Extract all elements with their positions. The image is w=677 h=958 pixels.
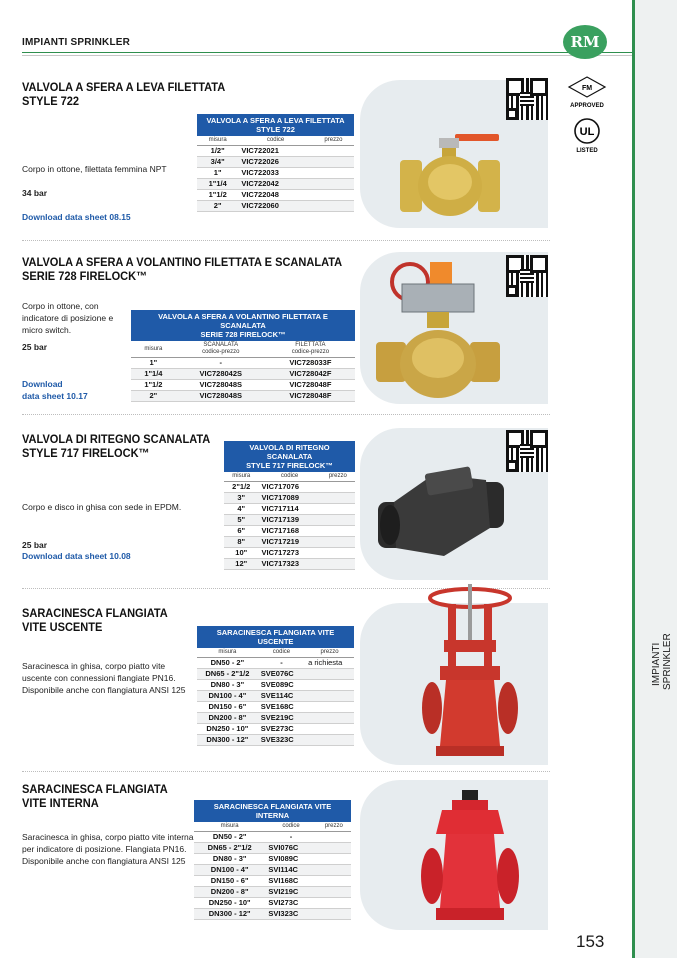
section-title: SARACINESCA FLANGIATA VITE INTERNA bbox=[22, 782, 168, 810]
check-valve-image bbox=[374, 462, 508, 570]
col-header: misura bbox=[224, 472, 259, 482]
table-row: 12" VIC717323 bbox=[224, 559, 355, 570]
product-table-gate-valve-internal bbox=[194, 800, 351, 920]
section-divider bbox=[22, 414, 550, 415]
table-row: DN200 - 8" SVI219C bbox=[194, 887, 351, 898]
position-flag bbox=[430, 262, 452, 284]
table-row: 1"1/4 VIC728042S VIC728042F bbox=[131, 369, 355, 380]
col-header: codice bbox=[259, 472, 321, 482]
section-title: VALVOLA A SFERA A VOLANTINO FILETTATA E SCANALATA SERIE 728 FIRELOCK™ bbox=[22, 255, 343, 283]
table-row: DN250 - 10" SVI273C bbox=[194, 898, 351, 909]
download-datasheet-link[interactable]: Download data sheet 10.08 bbox=[22, 551, 131, 561]
ball-valve-handwheel-image bbox=[372, 260, 504, 400]
table-row: DN300 - 12" SVE323C bbox=[197, 735, 354, 746]
section-title: VALVOLA A SFERA A LEVA FILETTATA STYLE 722 bbox=[22, 80, 226, 108]
qr-code-icon[interactable] bbox=[506, 430, 548, 472]
pressure-rating: 34 bar bbox=[22, 188, 48, 198]
table-row: DN50 - 2" - a richiesta bbox=[197, 658, 354, 669]
brand-logo: RM bbox=[563, 25, 607, 59]
page-header bbox=[0, 0, 677, 70]
section-title: VALVOLA DI RITEGNO SCANALATA STYLE 717 FIRELOCK™ bbox=[22, 432, 211, 460]
col-header: prezzo bbox=[321, 472, 355, 482]
table-row: DN300 - 12" SVI323C bbox=[194, 909, 351, 920]
col-header: misura bbox=[194, 822, 265, 832]
side-tab-line-1: IMPIANTI bbox=[651, 642, 662, 686]
ul-caption: LISTED bbox=[576, 148, 598, 154]
table-row: DN200 - 8" SVE219C bbox=[197, 713, 354, 724]
qr-code-icon[interactable] bbox=[506, 255, 548, 297]
pressure-rating: 25 bar bbox=[22, 342, 48, 352]
header-rule bbox=[22, 52, 633, 53]
section-divider bbox=[22, 771, 550, 772]
col-header: misura bbox=[197, 648, 258, 658]
col-header: prezzo bbox=[317, 822, 351, 832]
page-number: 153 bbox=[576, 932, 605, 951]
table-row: DN65 - 2"1/2 SVE076C bbox=[197, 669, 354, 680]
qr-code-icon[interactable] bbox=[506, 78, 548, 120]
fm-label: FM bbox=[581, 85, 593, 92]
section-title: SARACINESCA FLANGIATA VITE USCENTE bbox=[22, 606, 168, 634]
header-rule-secondary bbox=[22, 55, 633, 56]
product-description: Saracinesca in ghisa, corpo piatto vite uscente con connessioni flangiate PN16. Disponibile anche con flangiatura ANSI 125 bbox=[22, 661, 186, 695]
download-datasheet-link[interactable]: Download data sheet 10.17 bbox=[22, 379, 88, 401]
col-header: codice bbox=[265, 822, 316, 832]
col-header-grooved: SCANALATA codice-prezzo bbox=[176, 341, 266, 358]
product-description: Saracinesca in ghisa, corpo piatto vite interna per indicatore di posizione. Flangiata PN16. Disponibile anche con flangiatura ANSI 125 bbox=[22, 832, 194, 866]
table-row: DN150 - 6" SVI168C bbox=[194, 876, 351, 887]
table-title: VALVOLA DI RITEGNO SCANALATA STYLE 717 FIRELOCK™ bbox=[224, 441, 355, 472]
table-row: 1" - VIC728033F bbox=[131, 358, 355, 369]
table-row: 3" VIC717089 bbox=[224, 493, 355, 504]
table-row: 1" VIC722033 bbox=[197, 168, 354, 179]
table-row: 2" VIC728048S VIC728048F bbox=[131, 391, 355, 402]
table-row: 2" VIC722060 bbox=[197, 201, 354, 212]
table-row: 5" VIC717139 bbox=[224, 515, 355, 526]
table-row: DN150 - 6" SVE168C bbox=[197, 702, 354, 713]
col-header: codice bbox=[238, 136, 313, 146]
col-header: prezzo bbox=[313, 136, 354, 146]
table-row: 10" VIC717273 bbox=[224, 548, 355, 559]
gate-valve-internal-screw-image bbox=[418, 788, 522, 930]
pressure-rating: 25 bar bbox=[22, 540, 48, 550]
side-rail-background bbox=[635, 0, 677, 958]
table-row: 1"1/4 VIC722042 bbox=[197, 179, 354, 190]
table-row: 1/2" VIC722021 bbox=[197, 146, 354, 157]
section-divider bbox=[22, 240, 550, 241]
ul-label: UL bbox=[579, 126, 595, 138]
table-row: DN50 - 2" - bbox=[194, 832, 351, 843]
table-row: 6" VIC717168 bbox=[224, 526, 355, 537]
product-description: Corpo in ottone, filettata femmina NPT bbox=[22, 164, 167, 174]
side-rail bbox=[632, 0, 635, 958]
ul-listed-mark bbox=[567, 116, 607, 154]
ball-valve-lever-image bbox=[395, 120, 505, 222]
product-table-style-722 bbox=[197, 114, 354, 212]
table-row: 4" VIC717114 bbox=[224, 504, 355, 515]
table-row: 1"1/2 VIC722048 bbox=[197, 190, 354, 201]
table-row: DN100 - 4" SVI114C bbox=[194, 865, 351, 876]
table-row: 2"1/2 VIC717076 bbox=[224, 482, 355, 493]
table-title: VALVOLA A SFERA A VOLANTINO FILETTATA E SCANALATA SERIE 728 FIRELOCK™ bbox=[131, 310, 355, 341]
product-table-series-728 bbox=[131, 310, 355, 402]
col-header: codice bbox=[258, 648, 305, 658]
table-row: DN80 - 3" SVE089C bbox=[197, 680, 354, 691]
fm-caption: APPROVED bbox=[570, 103, 604, 109]
product-description: Corpo in ottone, con indicatore di posizione e micro switch. bbox=[22, 301, 114, 335]
table-title: SARACINESCA FLANGIATA VITE USCENTE bbox=[197, 626, 354, 648]
col-header-threaded: FILETTATA codice-prezzo bbox=[266, 341, 355, 358]
section-heading: IMPIANTI SPRINKLER bbox=[22, 37, 131, 48]
col-header: prezzo bbox=[305, 648, 354, 658]
col-header: misura bbox=[131, 341, 176, 358]
product-table-style-717 bbox=[224, 441, 355, 570]
table-row: DN80 - 3" SVI089C bbox=[194, 854, 351, 865]
lever-handle bbox=[455, 134, 499, 141]
table-row: 1"1/2 VIC728048S VIC728048F bbox=[131, 380, 355, 391]
table-row: DN250 - 10" SVE273C bbox=[197, 724, 354, 735]
download-datasheet-link[interactable]: Download data sheet 08.15 bbox=[22, 212, 131, 222]
product-description: Corpo e disco in ghisa con sede in EPDM. bbox=[22, 502, 182, 512]
product-table-gate-valve-os bbox=[197, 626, 354, 746]
table-title: VALVOLA A SFERA A LEVA FILETTATA STYLE 722 bbox=[197, 114, 354, 136]
side-tab-line-2: SPRINKLER bbox=[662, 633, 673, 690]
col-header: misura bbox=[197, 136, 238, 146]
table-row: DN100 - 4" SVE114C bbox=[197, 691, 354, 702]
fm-approved-mark bbox=[567, 75, 607, 109]
table-row: 3/4" VIC722026 bbox=[197, 157, 354, 168]
table-title: SARACINESCA FLANGIATA VITE INTERNA bbox=[194, 800, 351, 822]
side-tab-label bbox=[631, 630, 677, 690]
table-row: DN65 - 2"1/2 SVI076C bbox=[194, 843, 351, 854]
gate-valve-rising-stem-image bbox=[418, 580, 522, 766]
table-row: 8" VIC717219 bbox=[224, 537, 355, 548]
